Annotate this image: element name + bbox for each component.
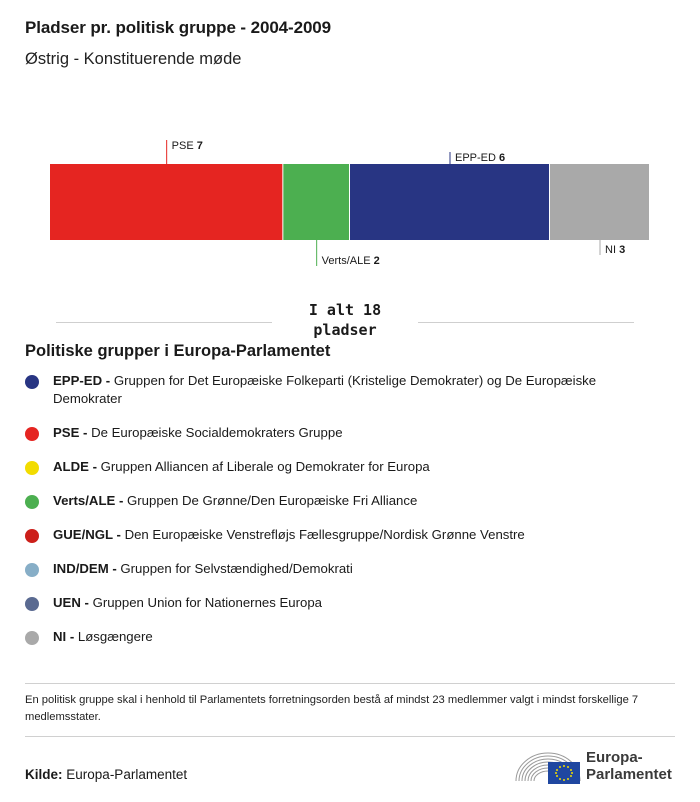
legend-abbreviation: EPP-ED - xyxy=(53,373,114,388)
legend xyxy=(25,372,665,662)
segment-label xyxy=(172,140,203,152)
legend-abbreviation: ALDE - xyxy=(53,459,101,474)
source xyxy=(25,767,187,782)
legend-title: Politiske grupper i Europa-Parlamentet xyxy=(25,342,331,360)
logo-text-line1: Europa- xyxy=(586,749,643,766)
legend-abbreviation: PSE - xyxy=(53,425,92,440)
legend-color-dot xyxy=(25,597,39,611)
legend-color-dot xyxy=(25,461,39,475)
legend-item xyxy=(25,628,665,646)
bar-segment-vertsale xyxy=(283,164,349,240)
legend-item xyxy=(25,492,665,510)
legend-color-dot xyxy=(25,427,39,441)
bar-segment-pse xyxy=(50,164,282,240)
note-divider-top xyxy=(25,683,675,684)
legend-item xyxy=(25,424,665,442)
legend-abbreviation: Verts/ALE - xyxy=(53,493,128,508)
segment-label-value: 7 xyxy=(196,140,203,152)
legend-description: Gruppen for Det Europæiske Folkeparti (Kristelige Demokrater) og De Europæiske Demokrater xyxy=(53,373,597,406)
legend-abbreviation: IND/DEM - xyxy=(53,561,121,576)
logo-text xyxy=(586,749,672,783)
legend-description: Gruppen Alliancen af Liberale og Demokrater for Europa xyxy=(100,459,430,474)
european-parliament-hemicycle-icon xyxy=(514,745,582,787)
segment-label-value: 2 xyxy=(373,255,380,267)
legend-item xyxy=(25,560,665,578)
legend-description: Gruppen for Selvstændighed/Demokrati xyxy=(120,561,353,576)
legend-item xyxy=(25,372,665,408)
segment-label xyxy=(455,152,505,164)
legend-abbreviation: UEN - xyxy=(53,595,93,610)
segment-label-value: 3 xyxy=(619,244,626,256)
legend-abbreviation: GUE/NGL - xyxy=(53,527,125,542)
source-value: Europa-Parlamentet xyxy=(66,767,188,782)
segment-label-name: Verts/ALE xyxy=(321,255,374,267)
legend-description: Gruppen De Grønne/Den Europæiske Fri Alliance xyxy=(127,493,418,508)
segment-label xyxy=(322,255,380,267)
legend-description: Gruppen Union for Nationernes Europa xyxy=(92,595,323,610)
segment-label-name: PSE xyxy=(171,140,197,152)
total-seats-label: I alt 18 pladser xyxy=(308,301,382,339)
segment-label xyxy=(605,244,625,256)
legend-description: De Europæiske Socialdemokraters Gruppe xyxy=(91,425,343,440)
logo-text-line2: Parlamentet xyxy=(586,766,672,783)
segment-label-value: 6 xyxy=(499,152,506,164)
chart-title: Pladser pr. politisk gruppe - 2004-2009 xyxy=(25,18,332,37)
source-key: Kilde: xyxy=(25,767,63,782)
legend-description: Løsgængere xyxy=(77,629,153,644)
legend-description: Den Europæiske Venstrefløjs Fællesgruppe/Nordisk Grønne Venstre xyxy=(124,527,525,542)
segment-label-name: NI xyxy=(605,244,620,256)
note-divider-bottom xyxy=(25,736,675,737)
legend-color-dot xyxy=(25,375,39,389)
chart-subtitle: Østrig - Konstituerende møde xyxy=(25,50,242,68)
bar-segment-epped xyxy=(350,164,549,240)
total-divider-left xyxy=(56,322,272,323)
stacked-bar-chart xyxy=(0,130,700,280)
total-seats xyxy=(56,300,634,342)
legend-item xyxy=(25,458,665,476)
legend-item xyxy=(25,526,665,544)
legend-item xyxy=(25,594,665,612)
segment-label-name: EPP-ED xyxy=(455,152,500,164)
legend-color-dot xyxy=(25,495,39,509)
legend-color-dot xyxy=(25,563,39,577)
europarl-logo xyxy=(514,745,684,787)
bar-segment-ni xyxy=(550,164,649,240)
total-divider-right xyxy=(418,322,634,323)
legend-color-dot xyxy=(25,631,39,645)
footnote: En politisk gruppe skal i henhold til Parlamentets forretningsorden bestå af mindst 23 medlemmer valgt i mindst forskellige 7 medlemsstater. xyxy=(25,694,639,723)
legend-color-dot xyxy=(25,529,39,543)
legend-abbreviation: NI - xyxy=(53,629,78,644)
